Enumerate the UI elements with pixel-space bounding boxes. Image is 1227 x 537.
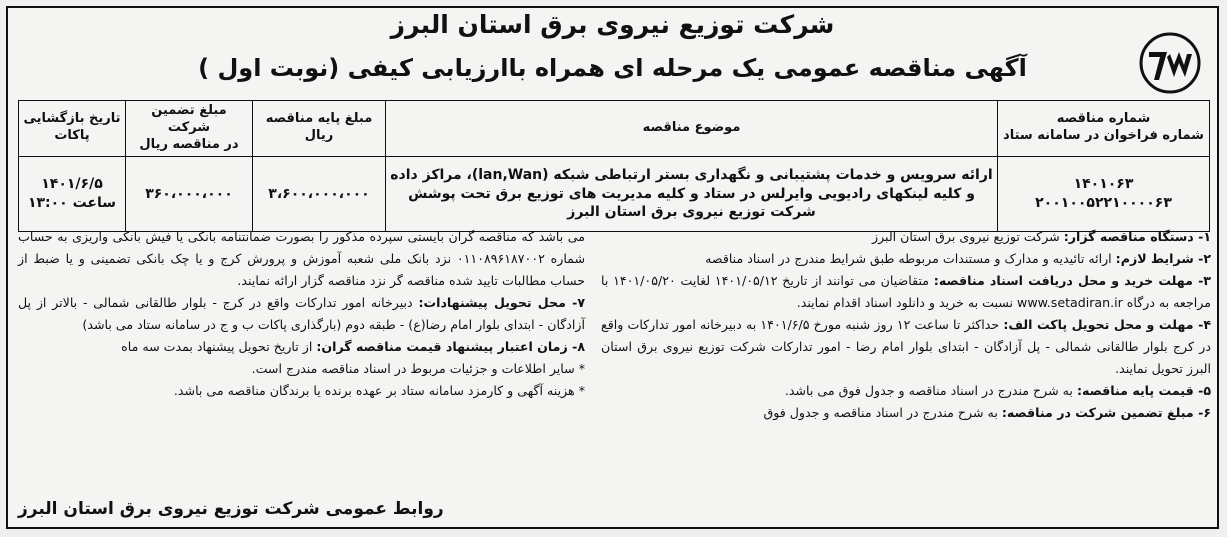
clause-2: ۲- شرایط لازم: ارائه تائیدیه و مدارک و مستندات مربوطه طبق شرایط مندرج در اسناد مناقصه bbox=[705, 251, 1211, 266]
clause-5: ۵- قیمت پایه مناقصه: به شرح مندرج در اسناد مناقصه و جدول فوق می باشد. bbox=[784, 383, 1211, 398]
tender-notice bbox=[6, 6, 1219, 529]
table-row bbox=[19, 156, 1210, 231]
tender-table bbox=[18, 100, 1210, 232]
cell-opening-date: ۱۴۰۱/۶/۵ ساعت ۱۳:۰۰ bbox=[19, 156, 126, 231]
header-tender-number: شماره مناقصه شماره فراخوان در سامانه ستاد bbox=[998, 101, 1210, 157]
clause-3: ۳- مهلت خرید و محل دریافت اسناد مناقصه: متقاضیان می توانند از تاریخ ۱۴۰۱/۰۵/۱۲ لغایت ۱۴۰۱/۰۵/۲۰ با مراجعه به درگاه www.setadiran.ir نسبت به خرید و دانلود اسناد اقدام نمایند. bbox=[601, 273, 1211, 310]
note-2: * هزینه آگهی و کارمزد سامانه ستاد بر عهده برنده یا برندگان مناقصه می باشد. bbox=[173, 383, 585, 398]
cell-base-price: ۳،۶۰۰،۰۰۰،۰۰۰ bbox=[253, 156, 386, 231]
cell-guarantee: ۳۶۰،۰۰۰،۰۰۰ bbox=[126, 156, 253, 231]
signature: روابط عمومی شرکت توزیع نیروی برق استان البرز bbox=[18, 499, 444, 519]
left-column bbox=[18, 226, 585, 402]
header-opening-date: تاریخ بازگشایی پاکات bbox=[19, 101, 126, 157]
cell-tender-number: ۱۴۰۱۰۶۳ ۲۰۰۱۰۰۵۲۲۱۰۰۰۰۶۳ bbox=[998, 156, 1210, 231]
clause-4: ۴- مهلت و محل تحویل پاکت الف: حداکثر تا ساعت ۱۲ روز شنبه مورخ ۱۴۰۱/۶/۵ به دبیرخانه امور تدارکات واقع در کرج بلوار طالقانی شمالی - پل آزادگان - ابتدای بلوار امام رضا - امور تدارکات شرکت توزیع نیروی برق استان البرز تحویل نمایند. bbox=[601, 317, 1211, 376]
clause-6-continued: می باشد که مناقصه گران بایستی سپرده مذکور را بصورت ضمانتنامه بانکی یا فیش بانکی واریزی به حساب شماره ۰۱۱۰۸۹۶۱۸۷۰۰۲ نزد بانک ملی شعبه آموزش و پرورش کرج و یا چک بانکی تضمینی و یا ضبط از حساب مطالبات تایید شده مناقصه گر نزد مناقصه گزار ارائه نمایند. bbox=[18, 229, 586, 288]
note-1: * سایر اطلاعات و جزئیات مربوط در اسناد مناقصه مندرج است. bbox=[251, 361, 585, 376]
header-subject: موضوع مناقصه bbox=[386, 101, 998, 157]
clause-7: ۷- محل تحویل پیشنهادات: دبیرخانه امور تدارکات واقع در کرج - بلوار طالقانی شمالی - بالاتر از پل آزادگان - ابتدای بلوار امام رضا(ع) - طبقه دوم (بارگذاری پاکات ب و ج در سامانه ستاد می باشد) bbox=[18, 295, 585, 332]
right-column bbox=[601, 226, 1211, 424]
header-guarantee: مبلغ تضمین شرکت در مناقصه ریال bbox=[126, 101, 253, 157]
notice-header bbox=[8, 8, 1217, 103]
notice-title: آگهی مناقصه عمومی یک مرحله ای همراه باارزیابی کیفی (نوبت اول ) bbox=[198, 54, 1027, 82]
clause-8: ۸- زمان اعتبار پیشنهاد قیمت مناقصه گران: از تاریخ تحویل پیشنهاد بمدت سه ماه bbox=[121, 339, 585, 354]
notice-body bbox=[18, 226, 1211, 526]
clause-1: ۱- دستگاه مناقصه گزار: شرکت توزیع نیروی برق استان البرز bbox=[872, 229, 1211, 244]
clause-6: ۶- مبلغ تضمین شرکت در مناقصه: به شرح مندرج در اسناد مناقصه و جدول فوق bbox=[763, 405, 1211, 420]
company-title: شرکت توزیع نیروی برق استان البرز bbox=[390, 10, 835, 39]
table-header-row bbox=[19, 101, 1210, 157]
header-base-price: مبلغ پایه مناقصه ریال bbox=[253, 101, 386, 157]
cell-subject: ارائه سرویس و خدمات پشتیبانی و نگهداری بستر ارتباطی شبکه (lan,Wan)، مراکز داده و کلیه لینکهای رادیویی وایرلس در ستاد و کلیه مدیریت های توزیع برق تحت پوشش شرکت توزیع نیروی برق استان البرز bbox=[386, 156, 998, 231]
